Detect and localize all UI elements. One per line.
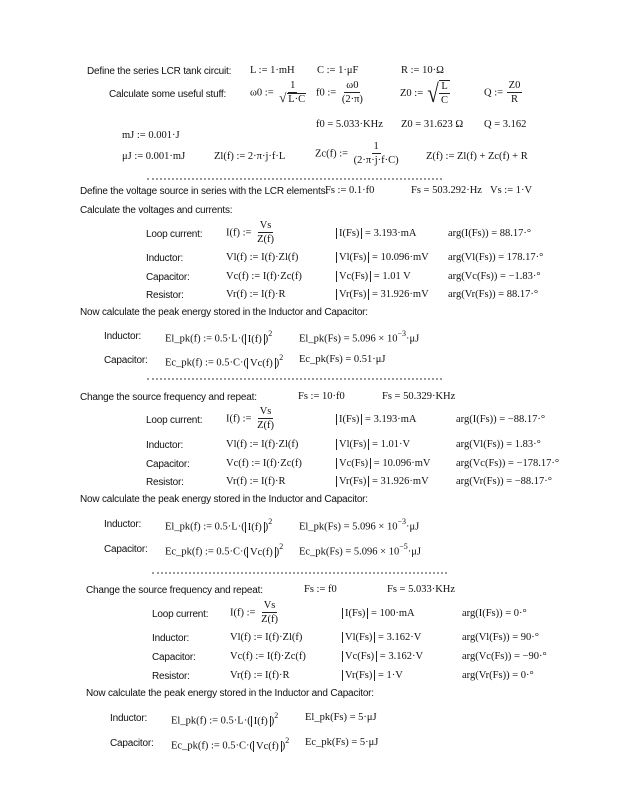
I-argument: arg(I(Fs)) = 88.17·° (448, 228, 532, 239)
repeat-label: Change the source frequency and repeat: (86, 585, 263, 596)
Vc-definition: Vc(f) := I(f)·Zc(f) (226, 458, 302, 469)
Vl-magnitude: Vl(Fs) = 1.01·V (336, 439, 410, 450)
define-circuit-label: Define the series LCR tank circuit: (87, 66, 232, 77)
I-denominator: Z(f) (257, 420, 274, 431)
f0-definition (316, 80, 366, 106)
Vr-definition: Vr(f) := I(f)·R (226, 289, 286, 300)
inductor-label: Inductor: (104, 331, 142, 342)
Vc-argument: arg(Vc(Fs)) = −90·° (462, 651, 547, 662)
resistor-label: Resistor: (146, 477, 184, 488)
I-lhs: I(f) := (226, 413, 252, 425)
El-definition: El_pk(f) := 0.5·L·( I(f) )$^2$ (171, 711, 279, 727)
Vl-argument: arg(Vl(Fs)) = 178.17·° (448, 252, 544, 263)
I-lhs: I(f) := (230, 607, 256, 619)
Vr-argument: arg(Vr(Fs)) = 88.17·° (448, 289, 539, 300)
Q-definition (484, 80, 523, 106)
Q-fraction (507, 80, 523, 106)
divider (147, 378, 442, 380)
Vr-definition: Vr(f) := I(f)·R (230, 670, 290, 681)
divider (147, 178, 442, 180)
El-definition: El_pk(f) := 0.5·L·( I(f) )$^2$ (165, 329, 273, 345)
calculate-stuff-label: Calculate some useful stuff: (109, 89, 227, 100)
Z0-result: Z0 = 31.623 Ω (401, 119, 464, 130)
Z0-definition (400, 80, 451, 107)
Q-denominator: R (511, 94, 519, 105)
I-lhs: I(f) := (226, 227, 252, 239)
uJ-definition: μJ := 0.001·mJ (122, 151, 186, 162)
Z0-denominator: C (441, 95, 449, 106)
omega0-definition (250, 80, 309, 106)
loop-current-label: Loop current: (146, 415, 203, 426)
Fs-result: Fs = 503.292·Hz (411, 185, 482, 196)
f0-numerator: ω0 (346, 80, 359, 91)
Fs-definition: Fs := 10·f0 (298, 391, 345, 402)
Zc-definition (315, 141, 402, 167)
Z0-numerator: L (441, 81, 448, 92)
omega0-denominator: L·C (288, 94, 306, 105)
I-denominator: Z(f) (257, 234, 274, 245)
Q-result: Q = 3.162 (484, 119, 527, 130)
inductor-label: Inductor: (104, 519, 142, 530)
Ec-result: Ec_pk(Fs) = $5.096 \times 10^{-5}\cdot\mu J$ (299, 542, 421, 558)
Fs-definition: Fs := f0 (304, 584, 337, 595)
Vr-definition: Vr(f) := I(f)·R (226, 476, 286, 487)
Vr-argument: arg(Vr(Fs)) = 0·° (462, 670, 534, 681)
I-numerator: Vs (263, 600, 276, 611)
I-magnitude: I(Fs) = 100·mA (342, 608, 415, 619)
Vl-argument: arg(Vl(Fs)) = 90·° (462, 632, 539, 643)
inductor-label: Inductor: (146, 253, 184, 264)
Vc-argument: arg(Vc(Fs)) = −1.83·° (448, 271, 541, 282)
Ec-definition: Ec_pk(f) := 0.5·C·( Vc(f) )$^2$ (171, 736, 290, 752)
Vc-magnitude: Vc(Fs) = 3.162·V (342, 651, 423, 662)
Vs-definition: Vs := 1·V (490, 185, 533, 196)
Vc-definition: Vc(f) := I(f)·Zc(f) (230, 651, 306, 662)
Vl-magnitude: Vl(Fs) = 3.162·V (342, 632, 421, 643)
omega0-numerator: 1 (290, 80, 296, 91)
divider (152, 572, 447, 574)
I-definition (226, 220, 277, 246)
Zc-denominator: (2·π·j·f·C) (353, 155, 399, 166)
Z-definition: Z(f) := Zl(f) + Zc(f) + R (426, 151, 528, 162)
energy-label: Now calculate the peak energy stored in the Inductor and Capacitor: (80, 307, 368, 318)
Q-numerator: Z0 (508, 80, 521, 91)
Vl-definition: Vl(f) := I(f)·Zl(f) (226, 252, 299, 263)
I-magnitude: I(Fs) = 3.193·mA (336, 414, 416, 425)
capacitor-label: Capacitor: (110, 738, 154, 749)
Vl-argument: arg(Vl(Fs)) = 1.83·° (456, 439, 541, 450)
Vc-definition: Vc(f) := I(f)·Zc(f) (226, 271, 302, 282)
Vc-magnitude: Vc(Fs) = 10.096·mV (336, 458, 430, 469)
Q-lhs: Q := (484, 87, 504, 99)
f0-result: f0 = 5.033·KHz (316, 119, 383, 130)
Vr-magnitude: Vr(Fs) = 1·V (342, 670, 403, 681)
Z0-lhs: Z0 := (400, 87, 424, 99)
Vl-magnitude: Vl(Fs) = 10.096·mV (336, 252, 429, 263)
calc-vi-label: Calculate the voltages and currents: (80, 205, 233, 216)
I-magnitude: I(Fs) = 3.193·mA (336, 228, 416, 239)
f0-lhs: f0 := (316, 87, 337, 99)
capacitor-label: Capacitor: (104, 355, 148, 366)
capacitor-label: Capacitor: (146, 272, 190, 283)
El-result: El_pk(Fs) = 5·μJ (305, 712, 377, 723)
Ec-result: Ec_pk(Fs) = 5·μJ (305, 737, 379, 748)
mJ-definition: mJ := 0.001·J (122, 130, 180, 141)
omega0-lhs: ω0 := (250, 87, 274, 99)
I-numerator: Vs (259, 220, 272, 231)
inductor-label: Inductor: (152, 633, 190, 644)
Vc-magnitude: Vc(Fs) = 1.01 V (336, 271, 411, 282)
C-definition: C := 1·μF (317, 65, 359, 76)
I-denominator: Z(f) (261, 614, 278, 625)
Ec-definition: Ec_pk(f) := 0.5·C·( Vc(f) )$^2$ (165, 353, 284, 369)
resistor-label: Resistor: (146, 290, 184, 301)
resistor-label: Resistor: (152, 671, 190, 682)
repeat-label: Change the source frequency and repeat: (80, 392, 257, 403)
Vl-definition: Vl(f) := I(f)·Zl(f) (230, 632, 303, 643)
loop-current-label: Loop current: (146, 229, 203, 240)
Zc-numerator: 1 (373, 141, 379, 152)
I-definition (226, 406, 277, 432)
sqrt-symbol: √ $\frac{L}{C}$ (427, 78, 449, 108)
I-argument: arg(I(Fs)) = 0·° (462, 608, 527, 619)
Vr-argument: arg(Vr(Fs)) = −88.17·° (456, 476, 552, 487)
Ec-result: Ec_pk(Fs) = 0.51·μJ (299, 354, 386, 365)
Fs-result: Fs = 5.033·KHz (387, 584, 456, 595)
source-label: Define the voltage source in series with the LCR elements: (80, 186, 328, 197)
f0-fraction (340, 80, 365, 106)
Zl-definition: Zl(f) := 2·π·j·f·L (214, 151, 286, 162)
inductor-label: Inductor: (110, 713, 148, 724)
inductor-label: Inductor: (146, 440, 184, 451)
Vr-magnitude: Vr(Fs) = 31.926·mV (336, 289, 429, 300)
El-result: El_pk(Fs) = $5.096 \times 10^{-3}\cdot\mu J$ (299, 329, 420, 345)
energy-label: Now calculate the peak energy stored in the Inductor and Capacitor: (86, 688, 374, 699)
Zc-lhs: Zc(f) := (315, 148, 349, 160)
Fs-definition: Fs := 0.1·f0 (325, 185, 375, 196)
I-argument: arg(I(Fs)) = −88.17·° (456, 414, 546, 425)
capacitor-label: Capacitor: (146, 459, 190, 470)
Zc-fraction (352, 141, 401, 167)
energy-label: Now calculate the peak energy stored in the Inductor and Capacitor: (80, 494, 368, 505)
capacitor-label: Capacitor: (104, 544, 148, 555)
El-definition: El_pk(f) := 0.5·L·( I(f) )$^2$ (165, 517, 273, 533)
loop-current-label: Loop current: (152, 609, 209, 620)
R-definition: R := 10·Ω (401, 65, 444, 76)
I-definition (230, 600, 281, 626)
I-numerator: Vs (259, 406, 272, 417)
El-result: El_pk(Fs) = $5.096 \times 10^{-3}\cdot\mu J$ (299, 517, 420, 533)
L-definition: L := 1·mH (250, 65, 295, 76)
Vc-argument: arg(Vc(Fs)) = −178.17·° (456, 458, 560, 469)
Vl-definition: Vl(f) := I(f)·Zl(f) (226, 439, 299, 450)
Ec-definition: Ec_pk(f) := 0.5·C·( Vc(f) )$^2$ (165, 542, 284, 558)
capacitor-label: Capacitor: (152, 652, 196, 663)
sqrt-symbol: √ L·C (279, 90, 306, 105)
Vr-magnitude: Vr(Fs) = 31.926·mV (336, 476, 429, 487)
omega0-fraction (277, 80, 308, 106)
Fs-result: Fs = 50.329·KHz (382, 391, 456, 402)
f0-denominator: (2·π) (341, 94, 363, 105)
